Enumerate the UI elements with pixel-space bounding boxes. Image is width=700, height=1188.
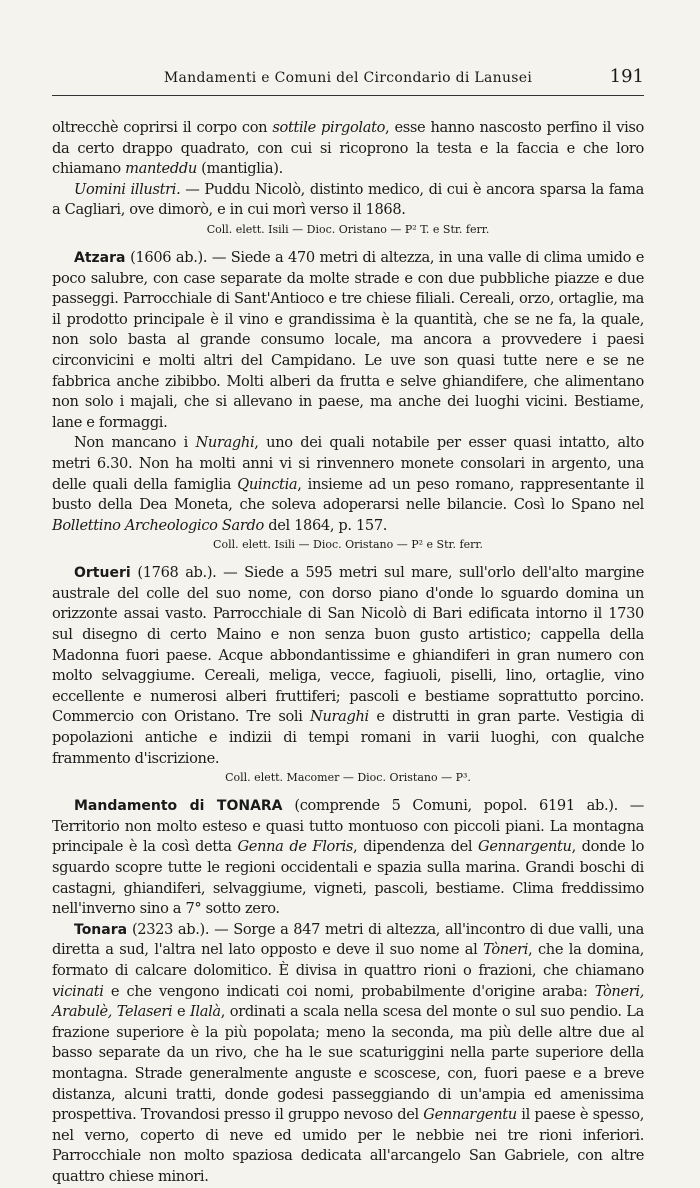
entry-tonara: Tonara (2323 ab.). — Sorge a 847 metri di altezza, all'incontro di due valli, una diretta a sud, l'altra nel lato opposto e deve il suo nome al Tòneri, che la domina, formato di calcare dolomitico. È divisa in quattro rioni o frazioni, che chiamano vicinati e che vengono indicati coi nomi, probabilmente d'origine araba: Tòneri, Arabulè, Telaseri e Ilalà, ordinati a scala nella scesa del monte o sul suo pendio. La frazione superiore è la più popolata; meno la seconda, ma più delle altre due al basso separate da un rivo, che ha le sue scaturiggini nella parte superiore della montagna. Strade generalmente anguste e scoscese, con, fuori paese e a breve distanza, alcuni tratti, donde godesi passeggiando di un'ampia ed amenissima prospettiva. Trovandosi presso il gruppo nevoso del Gennargentu il paese è spesso, nel verno, coperto di neve ed umido per le nebbie nei tre rioni inferiori. Parrocchiale non molto spaziosa dedicata all'arcangelo San Gabriele, con altre quattro chiese minori.	[52, 920, 644, 1185]
page-number: 191	[609, 66, 644, 87]
paragraph-nuraghi-atzara: Non mancano i Nuraghi, uno dei quali notabile per esser quasi intatto, alto metri 6.30. Non ha molti anni vi si rinvennero monete consolari in argento, una delle quali della famiglia Quinctia, insieme ad un peso romano, rappresentante il busto della Dea Moneta, che soleva adoperarsi nelle bilancie. Così lo Spano nel Bollettino Archeologico Sardo del 1864, p. 157.	[52, 434, 644, 534]
header-rule	[52, 95, 644, 96]
running-header	[52, 66, 644, 90]
entry-heading: Atzara	[74, 249, 126, 266]
paragraph-costume: oltrecchè coprirsi il corpo con sottile pirgolato, esse hanno nascosto perfino il viso da certo drappo quadrato, con cui si ricoprono la testa e la faccia e che loro chiamano manteddu (mantiglia).	[52, 119, 644, 178]
entry-heading: Ortueri	[74, 565, 131, 582]
reference-line: Coll. elett. Isili — Dioc. Oristano — P² e Str. ferr.	[213, 538, 483, 552]
entry-heading: Tonara	[74, 921, 128, 938]
header-title: Mandamenti e Comuni del Circondario di Lanusei	[163, 70, 533, 86]
entry-mandamento-tonara: Mandamento di TONARA (comprende 5 Comuni, popol. 6191 ab.). — Territorio non molto esteso e quasi tutto montuoso con piccoli piani. La montagna principale è la così detta Genna de Floris, dipendenza del Gennargentu, donde lo sguardo scopre tutte le regioni occidentali e spazia sulla marina. Grandi boschi di castagni, ghiandiferi, selvaggiume, vigneti, pascoli, bestiame. Clima freddissimo nell'inverno sino a 7° sotto zero.	[52, 797, 644, 918]
entry-heading: Mandamento di TONARA	[74, 798, 283, 815]
paragraph-uomini-illustri: Uomini illustri. — Puddu Nicolò, distinto medico, di cui è ancora sparsa la fama a Cagliari, ove dimorò, e in cui morì verso il 1868.	[52, 180, 644, 219]
reference-line: Coll. elett. Isili — Dioc. Oristano — P² T. e Str. ferr.	[206, 222, 490, 236]
entry-ortueri: Ortueri (1768 ab.). — Siede a 595 metri sul mare, sull'orlo dell'alto margine australe del colle del suo nome, con dorso piano d'onde lo sguardo domina un orizzonte assai vasto. Parrocchiale di San Nicolò di Bari edificata intorno il 1730 sul disegno di certo Maino e non senza buon gusto artistico; cappella della Madonna fuori paese. Acque abbondantissime e ghiandiferi in gran numero con molto selvaggiume. Cereali, meliga, vecce, fagiuoli, piselli, lino, ortaglie, vino eccellente e numerosi alberi fruttiferi; pascoli e bestiame soprattutto porcino. Commercio con Oristano. Tre soli Nuraghi e distrutti in gran parte. Vestigia di popolazioni antiche e indizii di tempi romani in varii luoghi, con qualche frammento d'iscrizione.	[52, 564, 644, 767]
page-body	[52, 118, 644, 1188]
reference-line: Coll. elett. Macomer — Dioc. Oristano — P³.	[225, 771, 471, 785]
entry-atzara: Atzara (1606 ab.). — Siede a 470 metri di altezza, in una valle di clima umido e poco salubre, con case separate da molte strade e con due pubbliche piazze e due passeggi. Parrocchiale di Sant'Antioco e tre chiese filiali. Cereali, orzo, ortaglie, ma il prodotto principale è il vino e grandissima è la quantità, che se ne fa, la quale, non solo basta al grande consumo locale, ma ancora a provvedere i paesi circonvicini e molti altri del Campidano. Le uve son quasi tutte nere e se ne fabbrica anche zibibbo. Molti alberi da frutta e selve ghiandifere, che alimentano non solo i majali, che si allevano in paese, ma anche dei luoghi vicini. Bestiame, lane e formaggi.	[52, 248, 644, 431]
